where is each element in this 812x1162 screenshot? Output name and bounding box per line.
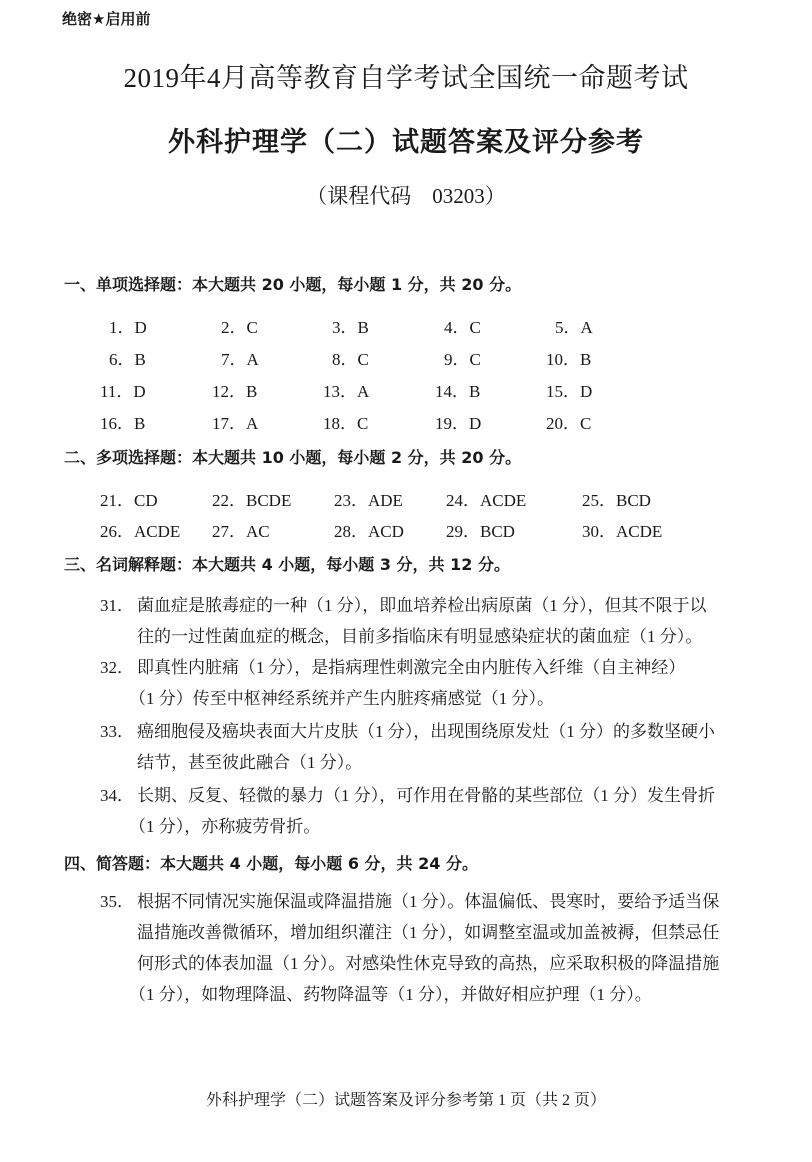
- answer-item-33: [100, 716, 780, 778]
- item-line: 何形式的体表加温（1 分）。对感染性休克导致的高热，应采取积极的降温措施: [137, 954, 720, 973]
- answer-cell: 2．C: [221, 318, 258, 337]
- item-line: 菌血症是脓毒症的一种（1 分），即血培养检出病原菌（1 分），但其不限于以: [137, 596, 707, 615]
- item-line: （1 分），亦称疲劳骨折。: [129, 817, 321, 836]
- answer-cell: 19．D: [435, 414, 482, 433]
- subject-title: 外科护理学（二）试题答案及评分参考: [168, 127, 644, 158]
- section-heading-term-explanation: 三、名词解释题：本大题共 4 小题，每小题 3 分，共 12 分。: [64, 555, 510, 574]
- answer-cell: 23．ADE: [334, 491, 403, 510]
- answer-item-31: [100, 590, 780, 652]
- section-heading-multiple-choice: 二、多项选择题：本大题共 10 小题，每小题 2 分，共 20 分。: [64, 448, 522, 467]
- answer-cell: 25．BCD: [582, 491, 651, 510]
- answer-cell: 28．ACD: [334, 522, 404, 541]
- answer-cell: 7．A: [221, 350, 259, 369]
- answer-cell: 18．C: [323, 414, 369, 433]
- answer-cell: 27．AC: [212, 522, 270, 541]
- answer-cell: 22．BCDE: [212, 491, 292, 510]
- answer-cell: 15．D: [546, 382, 593, 401]
- answer-cell: 4．C: [444, 318, 481, 337]
- answer-cell: 8．C: [332, 350, 369, 369]
- course-code: （课程代码 03203）: [306, 184, 506, 208]
- answer-cell: 12．B: [212, 382, 258, 401]
- item-line: 往的一过性菌血症的概念，目前多指临床有明显感染症状的菌血症（1 分）。: [137, 627, 703, 646]
- confidential-label: 绝密★启用前: [62, 10, 151, 28]
- answer-cell: 3．B: [332, 318, 369, 337]
- answer-cell: 21．CD: [100, 491, 158, 510]
- answer-cell: 29．BCD: [446, 522, 515, 541]
- item-line: 结节，甚至彼此融合（1 分）。: [137, 753, 363, 772]
- answer-cell: 9．C: [444, 350, 481, 369]
- item-line: 根据不同情况实施保温或降温措施（1 分）。体温偏低、畏寒时，要给予适当保: [137, 892, 720, 911]
- answer-cell: 17．A: [212, 414, 259, 433]
- answer-item-34: [100, 780, 780, 842]
- item-number: 33．: [100, 722, 134, 741]
- item-line: 长期、反复、轻微的暴力（1 分），可作用在骨骼的某些部位（1 分）发生骨折: [137, 786, 715, 805]
- exam-title: 2019年4月高等教育自学考试全国统一命题考试: [123, 63, 689, 93]
- answer-cell: 6．B: [109, 350, 146, 369]
- answer-cell: 11．D: [100, 382, 146, 401]
- item-line: 温措施改善微循环，增加组织灌注（1 分），如调整室温或加盖被褥，但禁忌任: [137, 923, 720, 942]
- item-line: （1 分），如物理降温、药物降温等（1 分），并做好相应护理（1 分）。: [129, 985, 652, 1004]
- item-number: 34．: [100, 786, 134, 805]
- section-heading-short-answer: 四、简答题：本大题共 4 小题，每小题 6 分，共 24 分。: [64, 854, 478, 873]
- answer-cell: 26．ACDE: [100, 522, 181, 541]
- answer-cell: 16．B: [100, 414, 146, 433]
- page-footer: 外科护理学（二）试题答案及评分参考第 1 页（共 2 页）: [205, 1092, 606, 1109]
- answer-cell: 30．ACDE: [582, 522, 663, 541]
- answer-item-32: [100, 652, 780, 714]
- item-line: 癌细胞侵及癌块表面大片皮肤（1 分），出现围绕原发灶（1 分）的多数坚硬小: [137, 722, 715, 741]
- item-number: 35．: [100, 892, 134, 911]
- answer-cell: 20．C: [546, 414, 592, 433]
- item-number: 31．: [100, 596, 134, 615]
- answer-item-35: [100, 886, 780, 1010]
- answer-cell: 24．ACDE: [446, 491, 527, 510]
- item-line: 即真性内脏痛（1 分），是指病理性刺激完全由内脏传入纤维（自主神经）: [137, 658, 686, 677]
- answer-cell: 14．B: [435, 382, 481, 401]
- answer-cell: 10．B: [546, 350, 592, 369]
- item-line: （1 分）传至中枢神经系统并产生内脏疼痛感觉（1 分）。: [129, 689, 554, 708]
- answer-cell: 1．D: [109, 318, 147, 337]
- item-number: 32．: [100, 658, 134, 677]
- answer-cell: 5．A: [555, 318, 593, 337]
- answer-cell: 13．A: [323, 382, 370, 401]
- section-heading-single-choice: 一、单项选择题：本大题共 20 小题，每小题 1 分，共 20 分。: [64, 275, 522, 294]
